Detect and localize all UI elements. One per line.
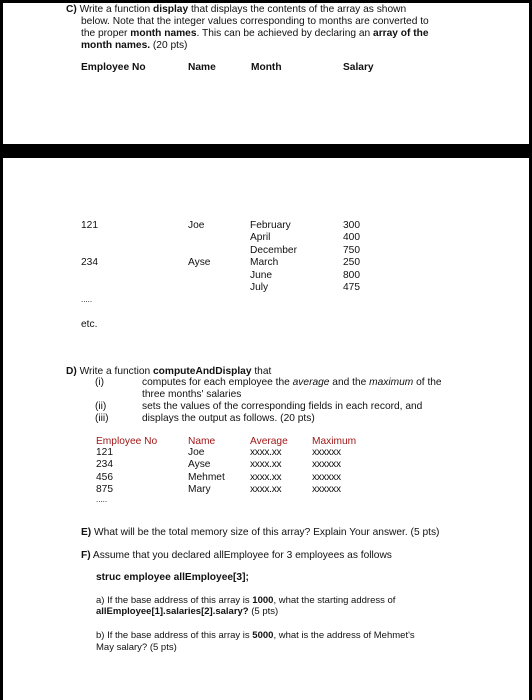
output-cell-name: Mary xyxy=(188,484,211,496)
section-e xyxy=(81,527,439,539)
function-name: display xyxy=(153,4,189,15)
emphasis: maximum xyxy=(369,377,414,388)
output-cell-maximum: xxxxxx xyxy=(312,459,341,471)
text: of the xyxy=(413,377,442,388)
table-cell-month: July xyxy=(250,282,269,294)
emphasis: average xyxy=(292,377,330,388)
question-b-line2: May salary? (5 pts) xyxy=(96,642,177,653)
output-id-column xyxy=(96,447,113,497)
item-number: (iii) xyxy=(95,413,109,424)
output-header-maximum: Maximum xyxy=(312,436,357,447)
text: that displays the contents of the array as shown xyxy=(188,4,407,15)
output-header-name: Name xyxy=(188,436,216,447)
question-b-line1 xyxy=(96,630,415,642)
output-name-column xyxy=(188,447,225,497)
text: computes for each employee the xyxy=(142,377,293,388)
item2-text: sets the values of the corresponding fields in each record, and xyxy=(142,401,423,412)
text: , what the starting address of xyxy=(273,595,396,606)
table-cell-month: February xyxy=(250,220,291,231)
text: b) If the base address of this array is xyxy=(96,630,253,641)
item1-text xyxy=(142,377,442,389)
output-header-employee-no: Employee No xyxy=(96,436,158,447)
text: Write a function xyxy=(79,4,154,15)
output-cell-average: xxxx.xx xyxy=(250,447,282,458)
item-number: (i) xyxy=(95,377,105,388)
table-cell-salary: 300 xyxy=(343,220,360,231)
emphasis: allEmployee[1].salaries[2].salary? xyxy=(96,606,249,617)
output-average-column xyxy=(250,447,281,497)
ellipsis: ..... xyxy=(96,495,108,504)
table-cell-month: December xyxy=(250,244,297,256)
table-cell-salary: 750 xyxy=(343,244,360,256)
output-cell-maximum: xxxxxx xyxy=(312,471,341,483)
header-employee-no: Employee No xyxy=(81,62,146,73)
text: . This can be achieved by declaring an xyxy=(196,28,374,39)
page-separator-band xyxy=(0,144,532,158)
emphasis: array of the xyxy=(373,28,429,39)
table-cell-month: April xyxy=(250,232,271,244)
text: and the xyxy=(329,377,370,388)
text: the proper xyxy=(81,28,131,39)
output-cell-id: 121 xyxy=(96,447,113,458)
text: , what is the address of Mehmet's xyxy=(273,630,415,641)
table-cell-salary: 800 xyxy=(343,269,360,281)
text: that xyxy=(251,366,272,377)
function-name: computeAndDisplay xyxy=(153,366,252,377)
output-cell-id: 875 xyxy=(96,484,113,496)
page-border-left xyxy=(0,0,3,700)
output-maximum-column xyxy=(312,447,341,497)
table-cell-salary: 250 xyxy=(343,257,360,269)
section-c-label: C) xyxy=(66,4,77,15)
table-cell-month: June xyxy=(250,269,273,281)
table-cell-name: Joe xyxy=(188,220,205,231)
output-cell-maximum: xxxxxx xyxy=(312,484,341,496)
table-month-column xyxy=(250,220,297,294)
emphasis: month names. xyxy=(81,40,151,51)
points: (20 pts) xyxy=(150,40,188,51)
table-salary-column xyxy=(343,220,360,294)
header-salary: Salary xyxy=(343,62,374,73)
points: (5 pts) xyxy=(248,606,279,617)
output-cell-average: xxxx.xx xyxy=(250,459,282,471)
emphasis: month names xyxy=(130,28,197,39)
question-a-line2 xyxy=(96,606,278,618)
output-cell-name: Mehmet xyxy=(188,471,225,483)
section-c-line4 xyxy=(81,40,187,52)
output-cell-maximum: xxxxxx xyxy=(312,447,341,458)
table-cell-id: 234 xyxy=(81,257,98,268)
section-c-line2: below. Note that the integer values corresponding to months are converted to xyxy=(81,16,429,27)
ellipsis: ..... xyxy=(81,295,93,304)
table-cell-id: 121 xyxy=(81,220,98,231)
section-f-label: F) xyxy=(81,550,91,561)
table-cell-salary: 475 xyxy=(343,282,360,294)
table-cell-name: Ayse xyxy=(188,257,211,268)
section-e-label: E) xyxy=(81,527,92,538)
section-f-text: Assume that you declared allEmployee for 3 employees as follows xyxy=(92,550,392,561)
emphasis: 1000 xyxy=(252,595,274,606)
section-c-line3 xyxy=(81,28,429,40)
section-d-label: D) xyxy=(66,366,77,377)
output-cell-id: 456 xyxy=(96,471,113,483)
item-number: (ii) xyxy=(95,401,107,412)
etc-text: etc. xyxy=(81,319,98,330)
table-cell-salary: 400 xyxy=(343,232,360,244)
text: Write a function xyxy=(79,366,154,377)
header-name: Name xyxy=(188,62,216,73)
output-cell-average: xxxx.xx xyxy=(250,484,282,496)
item3-text: displays the output as follows. (20 pts) xyxy=(142,413,315,424)
header-month: Month xyxy=(251,62,282,73)
output-cell-name: Joe xyxy=(188,447,205,458)
section-f xyxy=(81,550,392,562)
output-cell-average: xxxx.xx xyxy=(250,471,282,483)
text: a) If the base address of this array is xyxy=(96,595,253,606)
emphasis: 5000 xyxy=(252,630,274,641)
output-header-average: Average xyxy=(250,436,288,447)
section-c-line1 xyxy=(66,4,406,16)
code-declaration: struc employee allEmployee[3]; xyxy=(96,572,249,583)
page-border-top xyxy=(0,0,532,3)
output-cell-id: 234 xyxy=(96,459,113,471)
section-e-text: What will be the total memory size of this array? Explain Your answer. (5 pts) xyxy=(94,527,440,538)
output-cell-name: Ayse xyxy=(188,459,211,471)
item1-text-line2: three months' salaries xyxy=(142,389,242,400)
table-cell-month: March xyxy=(250,257,279,269)
